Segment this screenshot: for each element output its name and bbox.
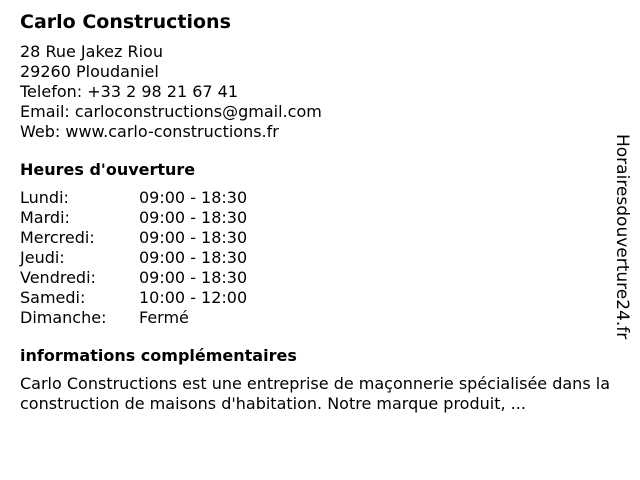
- day-label: Samedi:: [20, 288, 86, 307]
- hours-row-friday: [20, 268, 610, 288]
- website-line: Web: www.carlo-constructions.fr: [20, 122, 279, 141]
- hours-row-wednesday: [20, 228, 610, 248]
- email-line: Email: carloconstructions@gmail.com: [20, 102, 322, 121]
- hours-row-saturday: [20, 288, 610, 308]
- business-card: [20, 10, 610, 414]
- street-address: 28 Rue Jakez Riou: [20, 42, 163, 61]
- phone-line: Telefon: +33 2 98 21 67 41: [20, 82, 239, 101]
- time-range: 09:00 - 18:30: [139, 208, 248, 227]
- address-block: [20, 42, 610, 142]
- day-label: Mercredi:: [20, 228, 95, 247]
- day-label: Jeudi:: [20, 248, 65, 267]
- hours-row-monday: [20, 188, 610, 208]
- site-watermark: Horairesdouverture24.fr: [612, 134, 632, 340]
- hours-row-tuesday: [20, 208, 610, 228]
- time-range: 09:00 - 18:30: [139, 268, 248, 287]
- hours-row-thursday: [20, 248, 610, 268]
- time-range: 09:00 - 18:30: [139, 228, 248, 247]
- day-label: Vendredi:: [20, 268, 96, 287]
- time-range: Fermé: [139, 308, 189, 327]
- hours-row-sunday: [20, 308, 610, 328]
- opening-hours-table: [20, 188, 610, 328]
- postal-city: 29260 Ploudaniel: [20, 62, 159, 81]
- day-label: Lundi:: [20, 188, 69, 207]
- time-range: 09:00 - 18:30: [139, 188, 248, 207]
- day-label: Dimanche:: [20, 308, 107, 327]
- time-range: 10:00 - 12:00: [139, 288, 248, 307]
- day-label: Mardi:: [20, 208, 70, 227]
- additional-info-text: Carlo Constructions est une entreprise de maçonnerie spécialisée dans la construction de maisons d'habitation. Notre marque produit, ...: [20, 374, 610, 413]
- business-name: Carlo Constructions: [20, 11, 231, 33]
- opening-hours-title: Heures d'ouverture: [20, 160, 196, 179]
- additional-info-title: informations complémentaires: [20, 346, 297, 365]
- time-range: 09:00 - 18:30: [139, 248, 248, 267]
